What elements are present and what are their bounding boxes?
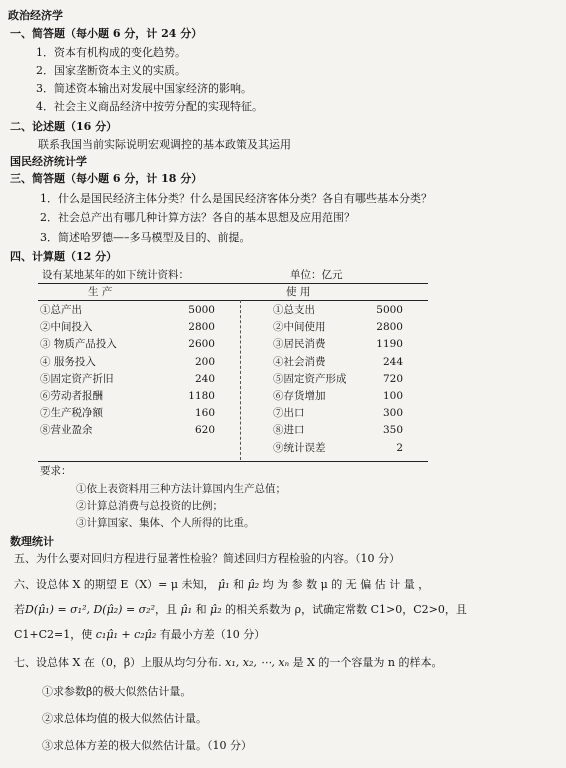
question-6-line1 xyxy=(14,578,429,592)
table-bottom-rule xyxy=(38,461,428,462)
use-item: ⑧进口 xyxy=(273,424,305,437)
production-item: ⑤固定资产折旧 xyxy=(40,372,114,385)
production-item: ⑧营业盈余 xyxy=(40,424,93,437)
requirements-label: 要求： xyxy=(40,465,72,477)
q6-text: 的相关系数为 ρ，试确定常数 C1>0，C2>0，且 xyxy=(225,603,467,616)
use-item: ②中间使用 xyxy=(273,321,326,334)
use-item: ⑥存货增加 xyxy=(273,390,326,402)
table-row xyxy=(40,303,420,318)
production-value: 5000 xyxy=(188,304,215,316)
production-item: ②中间投入 xyxy=(40,321,93,334)
use-value: 100 xyxy=(382,390,403,402)
table-intro: 设有某地某年的如下统计资料： xyxy=(42,269,189,281)
question-6-line2 xyxy=(14,603,467,617)
q6-text: ，且 xyxy=(155,603,177,616)
use-value: 244 xyxy=(382,355,403,368)
production-value: 240 xyxy=(194,372,215,385)
question-6-line3 xyxy=(14,628,265,642)
q7-item: ③求总体方差的极大似然估计量。（10 分） xyxy=(42,739,252,752)
table-row xyxy=(40,406,420,421)
req-item: ①依上表资料用三种方法计算国内生产总值； xyxy=(76,483,286,495)
q7-item: ②求总体均值的极大似然估计量。 xyxy=(42,712,207,725)
table-header-rule xyxy=(38,300,428,301)
use-value: 350 xyxy=(382,424,403,437)
s3-item: 2．社会总产出有哪几种计算方法？各自的基本思想及应用范围？ xyxy=(40,211,355,224)
s3-item: 1．什么是国民经济主体分类？什么是国民经济客体分类？各自有哪些基本分类？ xyxy=(40,192,432,205)
s1-item: 1．资本有机构成的变化趋势。 xyxy=(36,46,186,59)
section2-heading: 二、论述题（16 分） xyxy=(10,120,118,133)
use-value: 5000 xyxy=(376,304,403,316)
use-value: 300 xyxy=(382,407,403,420)
use-item: ⑦出口 xyxy=(273,407,305,420)
production-value: 620 xyxy=(194,424,215,437)
table-row xyxy=(40,372,420,387)
mu-hat-2: μ̂₂ xyxy=(206,603,226,616)
table-row xyxy=(40,423,420,438)
politics-title: 政治经济学 xyxy=(8,9,63,22)
production-item: ⑦生产税净额 xyxy=(40,407,103,420)
use-item: ④社会消费 xyxy=(273,355,326,368)
table-row xyxy=(40,320,420,335)
req-item: ③计算国家、集体、个人所得的比重。 xyxy=(76,517,255,529)
section3-heading: 三、简答题（每小题 6 分，计 18 分） xyxy=(10,172,203,185)
combination-formula: c₁μ̂₁ + c₂μ̂₂ xyxy=(92,628,160,641)
s3-item: 3．简述哈罗德—–多马模型及目的、前提。 xyxy=(40,231,251,244)
q6-text: 和 xyxy=(195,603,207,616)
production-value: 200 xyxy=(194,355,215,368)
section1-heading: 一、简答题（每小题 6 分，计 24 分） xyxy=(10,27,203,40)
q7-text: 是 X 的一个容量为 n 的样本。 xyxy=(292,656,443,669)
s1-item: 3．简述资本输出对发展中国家经济的影响。 xyxy=(36,82,252,95)
q6-text: C1+C2=1，使 xyxy=(14,628,93,641)
math-stats-title: 数理统计 xyxy=(10,535,54,548)
use-value: 2800 xyxy=(376,321,403,334)
q7-text: 七、设总体 X 在（0，β）上服从均匀分布. xyxy=(14,656,222,669)
table-head-production: 生 产 xyxy=(88,286,113,298)
s1-item: 4．社会主义商品经济中按劳分配的实现特征。 xyxy=(36,100,263,113)
q6-text: 有最小方差（10 分） xyxy=(159,628,266,641)
section4-heading: 四、计算题（12 分） xyxy=(10,250,118,263)
mu-hat-2: μ̂₂ xyxy=(244,578,263,591)
question-5: 五、为什么要对回归方程进行显著性检验？简述回归方程检验的内容。（10 分） xyxy=(14,552,400,565)
q6-text: 六、设总体 X 的期望 E（X）= μ 未知， xyxy=(14,578,215,591)
use-value: 720 xyxy=(382,372,403,385)
q6-text: 若 xyxy=(14,603,25,616)
s1-item: 2．国家垄断资本主义的实质。 xyxy=(36,64,186,77)
q7-item: ①求参数β的极大似然估计量。 xyxy=(42,685,192,698)
question-7 xyxy=(14,656,442,670)
use-item: ①总支出 xyxy=(273,304,315,316)
table-unit: 单位：亿元 xyxy=(290,269,343,281)
production-value: 2800 xyxy=(188,321,215,334)
production-item: ③ 物质产品投入 xyxy=(40,338,117,351)
q6-text: 和 xyxy=(233,578,245,591)
use-item: ③居民消费 xyxy=(273,338,326,351)
table-row xyxy=(40,389,420,404)
section2-text: 联系我国当前实际说明宏观调控的基本政策及其运用 xyxy=(38,138,291,151)
table-row xyxy=(40,355,420,370)
q6-text: 均 为 参 数 μ 的 无 偏 估 计 量 ， xyxy=(262,578,430,591)
stats-title: 国民经济统计学 xyxy=(10,155,87,168)
mu-hat-1: μ̂₁ xyxy=(177,603,196,616)
production-item: ①总产出 xyxy=(40,304,82,316)
production-value: 2600 xyxy=(188,338,215,351)
use-value: 2 xyxy=(396,441,403,454)
use-value: 1190 xyxy=(376,338,403,351)
mu-hat-1: μ̂₁ xyxy=(214,578,234,591)
production-value: 1180 xyxy=(188,390,215,402)
use-item: ⑤固定资产形成 xyxy=(273,372,347,385)
production-value: 160 xyxy=(194,407,215,420)
sample-formula: x₁, x₂, ⋯, xₙ xyxy=(221,656,293,669)
use-item: ⑨统计误差 xyxy=(273,441,326,454)
table-row xyxy=(40,337,420,352)
table-top-rule xyxy=(38,283,428,284)
production-item: ④ 服务投入 xyxy=(40,355,96,368)
variance-formula: D(μ̂₁) = σ₁², D(μ̂₂) = σ₂² xyxy=(25,603,155,616)
table-row xyxy=(40,441,420,456)
req-item: ②计算总消费与总投资的比例； xyxy=(76,500,223,512)
production-item: ⑥劳动者报酬 xyxy=(40,390,103,402)
table-head-use: 使 用 xyxy=(286,286,311,298)
